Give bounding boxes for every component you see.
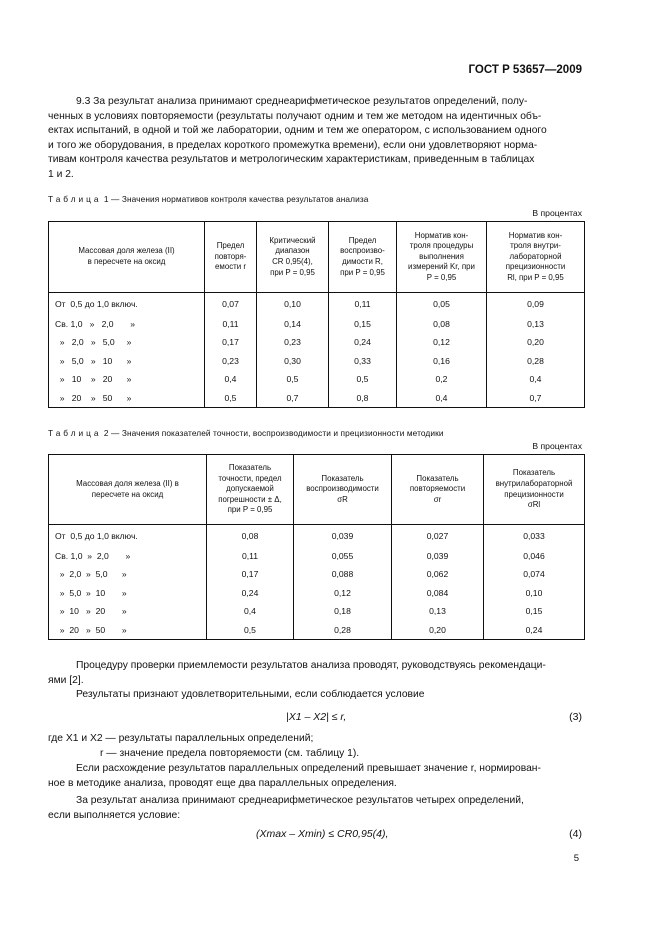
- divergence-line: ное в методике анализа, проводят еще два параллельных определения.: [48, 777, 397, 789]
- value-cell: 0,14: [257, 315, 329, 334]
- value-cell: 0,2: [397, 370, 487, 389]
- value-cell: 0,088: [294, 565, 392, 584]
- four-results-line: если выполняется условие:: [48, 809, 181, 821]
- value-cell: 0,12: [397, 333, 487, 352]
- header-line: Норматив кон-: [414, 230, 469, 240]
- value-cell: 0,5: [205, 389, 257, 408]
- value-cell: 0,039: [392, 547, 484, 566]
- range-cell: От 0,5 до 1,0 включ.: [49, 293, 205, 315]
- value-cell: 0,10: [257, 293, 329, 315]
- table-row: [49, 352, 585, 371]
- value-cell: 0,16: [397, 352, 487, 371]
- intro-line: тивам контроля качества результатов и метрологическим характеристикам, приведенным в таблицах: [48, 154, 535, 166]
- value-cell: 0,15: [484, 602, 585, 621]
- value-cell: 0,027: [392, 525, 484, 547]
- header-line: диапазон: [275, 246, 310, 256]
- value-cell: 0,05: [397, 293, 487, 315]
- value-cell: 0,23: [257, 333, 329, 352]
- value-cell: 0,23: [205, 352, 257, 371]
- value-cell: 0,18: [294, 602, 392, 621]
- value-cell: 0,4: [487, 370, 585, 389]
- t2-header-col-1: [207, 455, 294, 525]
- table-row: [49, 621, 585, 640]
- table1-caption-text: 1 — Значения нормативов контроля качества результатов анализа: [101, 194, 369, 204]
- intro-line: 1 и 2.: [48, 168, 74, 180]
- intro-line: и того же оборудования, в пределах короткого промежутка времени), если они удовлетворяют норма-: [48, 139, 538, 151]
- header-line: измерений Kr, при: [408, 262, 475, 272]
- header-line: прецизионности: [505, 262, 566, 272]
- value-cell: 0,13: [487, 315, 585, 334]
- value-cell: 0,20: [487, 333, 585, 352]
- header-line: димости R,: [342, 257, 383, 266]
- table-row: [49, 370, 585, 389]
- header-line: воспроизво-: [340, 246, 385, 256]
- value-cell: 0,039: [294, 525, 392, 547]
- value-cell: 0,5: [257, 370, 329, 389]
- header-line: в пересчете на оксид: [87, 257, 166, 266]
- value-cell: 0,13: [392, 602, 484, 621]
- value-cell: 0,11: [205, 315, 257, 334]
- four-results-line: За результат анализа принимают среднеарифметическое результатов четырех определений,: [76, 795, 524, 806]
- table-row: [49, 293, 585, 315]
- value-cell: 0,11: [329, 293, 397, 315]
- header-line: Критический: [269, 235, 316, 245]
- header-line: выполнения: [419, 251, 464, 261]
- value-cell: 0,5: [207, 621, 294, 640]
- value-cell: 0,10: [484, 584, 585, 603]
- range-cell: » 20 » 50 »: [49, 621, 207, 640]
- header-line: σR: [337, 494, 348, 504]
- header-line: Rl, при P = 0,95: [507, 272, 564, 282]
- t1-header-col-4: [397, 222, 487, 293]
- range-cell: Св. 1,0 » 2,0 »: [49, 547, 207, 566]
- range-cell: » 20 » 50 »: [49, 389, 205, 408]
- t2-header-col-4: [484, 455, 585, 525]
- header-line: Показатель: [512, 468, 556, 478]
- range-cell: От 0,5 до 1,0 включ.: [49, 525, 207, 547]
- formula-3-text: |X1 – X2| ≤ r,: [286, 711, 347, 723]
- header-line: емости r: [215, 262, 246, 272]
- value-cell: 0,5: [329, 370, 397, 389]
- where-line: r — значение предела повторяемости (см. таблицу 1).: [100, 747, 360, 759]
- header-line: P = 0,95: [426, 272, 457, 282]
- table1-unit: В процентах: [532, 208, 582, 218]
- value-cell: 0,062: [392, 565, 484, 584]
- table2-caption-label: Таблица: [48, 428, 102, 438]
- header-line: точности, предел: [218, 473, 282, 483]
- formula-3-number: (3): [569, 711, 582, 723]
- value-cell: 0,09: [487, 293, 585, 315]
- table-row: [49, 315, 585, 334]
- header-line: лабораторной: [509, 251, 562, 261]
- header-line: прецизионности: [504, 489, 564, 499]
- value-cell: 0,7: [487, 389, 585, 408]
- page-number: 5: [573, 853, 579, 864]
- value-cell: 0,12: [294, 584, 392, 603]
- value-cell: 0,8: [329, 389, 397, 408]
- intro-line: ченных в условиях повторяемости (результаты получают одним и тем же методом на идентичных объ-: [48, 110, 542, 122]
- range-cell: Св. 1,0 » 2,0 »: [49, 315, 205, 334]
- value-cell: 0,08: [397, 315, 487, 334]
- header-line: повторяемости: [409, 484, 466, 494]
- value-cell: 0,4: [397, 389, 487, 408]
- value-cell: 0,046: [484, 547, 585, 566]
- table-row: [49, 547, 585, 566]
- header-line: пересчете на оксид: [91, 489, 164, 499]
- range-cell: » 5,0 » 10 »: [49, 352, 205, 371]
- header-line: Предел: [216, 241, 245, 251]
- range-cell: » 2,0 » 5,0 »: [49, 565, 207, 584]
- acceptance-line: ями [2].: [48, 674, 84, 686]
- divergence-paragraph: [48, 762, 586, 791]
- t2-header-col-2: [294, 455, 392, 525]
- value-cell: 0,15: [329, 315, 397, 334]
- header-line: допускаемой: [226, 484, 274, 494]
- table-row: [49, 602, 585, 621]
- formula-3: [286, 711, 346, 723]
- header-line: Массовая доля железа (II): [78, 246, 175, 256]
- t2-header-col-0: [49, 455, 207, 525]
- range-cell: » 10 » 20 »: [49, 602, 207, 621]
- table2-unit: В процентах: [532, 441, 582, 451]
- t1-header-col-5: [487, 222, 585, 293]
- acceptance-paragraph: [48, 659, 586, 688]
- t1-header-col-2: [257, 222, 329, 293]
- value-cell: 0,084: [392, 584, 484, 603]
- intro-paragraph: [48, 95, 586, 183]
- intro-line: 9.3 За результат анализа принимают среднеарифметическое результатов определений, полу-: [76, 96, 528, 107]
- t2-header-col-3: [392, 455, 484, 525]
- value-cell: 0,07: [205, 293, 257, 315]
- table-row: [49, 389, 585, 408]
- formula-4: [256, 828, 388, 840]
- header-line: Массовая доля железа (II) в: [76, 478, 179, 488]
- value-cell: 0,24: [329, 333, 397, 352]
- header-line: σr: [433, 494, 442, 504]
- where-block: [48, 732, 586, 761]
- range-cell: » 10 » 20 »: [49, 370, 205, 389]
- t1-header-col-3: [329, 222, 397, 293]
- value-cell: 0,11: [207, 547, 294, 566]
- four-results-paragraph: [48, 794, 586, 823]
- header-line: Показатель: [228, 463, 272, 473]
- t1-header-col-1: [205, 222, 257, 293]
- header-line: при P = 0,95: [227, 505, 273, 515]
- header-line: CR 0,95(4),: [272, 257, 313, 266]
- table2-caption-text: 2 — Значения показателей точности, воспроизводимости и прецизионности методики: [101, 428, 444, 438]
- header-line: воспроизводимости: [306, 484, 379, 494]
- header-line: σRl: [527, 500, 541, 510]
- value-cell: 0,28: [487, 352, 585, 371]
- header-line: повторя-: [214, 251, 247, 261]
- header-line: при P = 0,95: [340, 267, 385, 277]
- table-row: [49, 565, 585, 584]
- table1: [48, 221, 585, 408]
- value-cell: 0,33: [329, 352, 397, 371]
- header-line: погрешности ± Δ,: [218, 494, 282, 504]
- header-line: Показатель: [321, 473, 364, 483]
- value-cell: 0,7: [257, 389, 329, 408]
- formula-4-text: (Xmax – Xmin) ≤ CR0,95(4),: [256, 828, 389, 840]
- value-cell: 0,055: [294, 547, 392, 566]
- header-line: Норматив кон-: [508, 230, 563, 240]
- header-line: при P = 0,95: [270, 267, 315, 277]
- table2-caption: [48, 428, 444, 438]
- header-line: Показатель: [416, 473, 459, 483]
- divergence-line: Если расхождение результатов параллельных определений превышает значение r, нормирован-: [76, 763, 541, 774]
- header-line: троля внутри-: [510, 241, 561, 251]
- condition-paragraph: [48, 688, 586, 703]
- table-row: [49, 584, 585, 603]
- intro-line: ектах испытаний, в одной и той же лаборатории, одним и тем же оператором, с использованием одного: [48, 125, 547, 137]
- value-cell: 0,20: [392, 621, 484, 640]
- value-cell: 0,17: [207, 565, 294, 584]
- value-cell: 0,4: [205, 370, 257, 389]
- table1-caption-label: Таблица: [48, 194, 102, 204]
- table-row: [49, 525, 585, 547]
- table1-caption: [48, 194, 368, 204]
- condition-line: Результаты признают удовлетворительными, если соблюдается условие: [76, 689, 425, 700]
- acceptance-line: Процедуру проверки приемлемости результатов анализа проводят, руководствуясь рекомендаци-: [76, 660, 546, 671]
- value-cell: 0,17: [205, 333, 257, 352]
- value-cell: 0,24: [207, 584, 294, 603]
- document-code: ГОСТ Р 53657—2009: [468, 64, 582, 76]
- range-cell: » 5,0 » 10 »: [49, 584, 207, 603]
- range-cell: » 2,0 » 5,0 »: [49, 333, 205, 352]
- t1-header-col-0: [49, 222, 205, 293]
- value-cell: 0,074: [484, 565, 585, 584]
- value-cell: 0,08: [207, 525, 294, 547]
- value-cell: 0,24: [484, 621, 585, 640]
- value-cell: 0,033: [484, 525, 585, 547]
- table-row: [49, 333, 585, 352]
- value-cell: 0,4: [207, 602, 294, 621]
- header-line: внутрилабораторной: [495, 478, 573, 488]
- where-line: где X1 и X2 — результаты параллельных определений;: [48, 733, 314, 744]
- formula-4-number: (4): [569, 828, 582, 840]
- header-line: троля процедуры: [409, 241, 474, 251]
- header-line: Предел: [348, 235, 377, 245]
- value-cell: 0,28: [294, 621, 392, 640]
- table2: [48, 454, 585, 640]
- value-cell: 0,30: [257, 352, 329, 371]
